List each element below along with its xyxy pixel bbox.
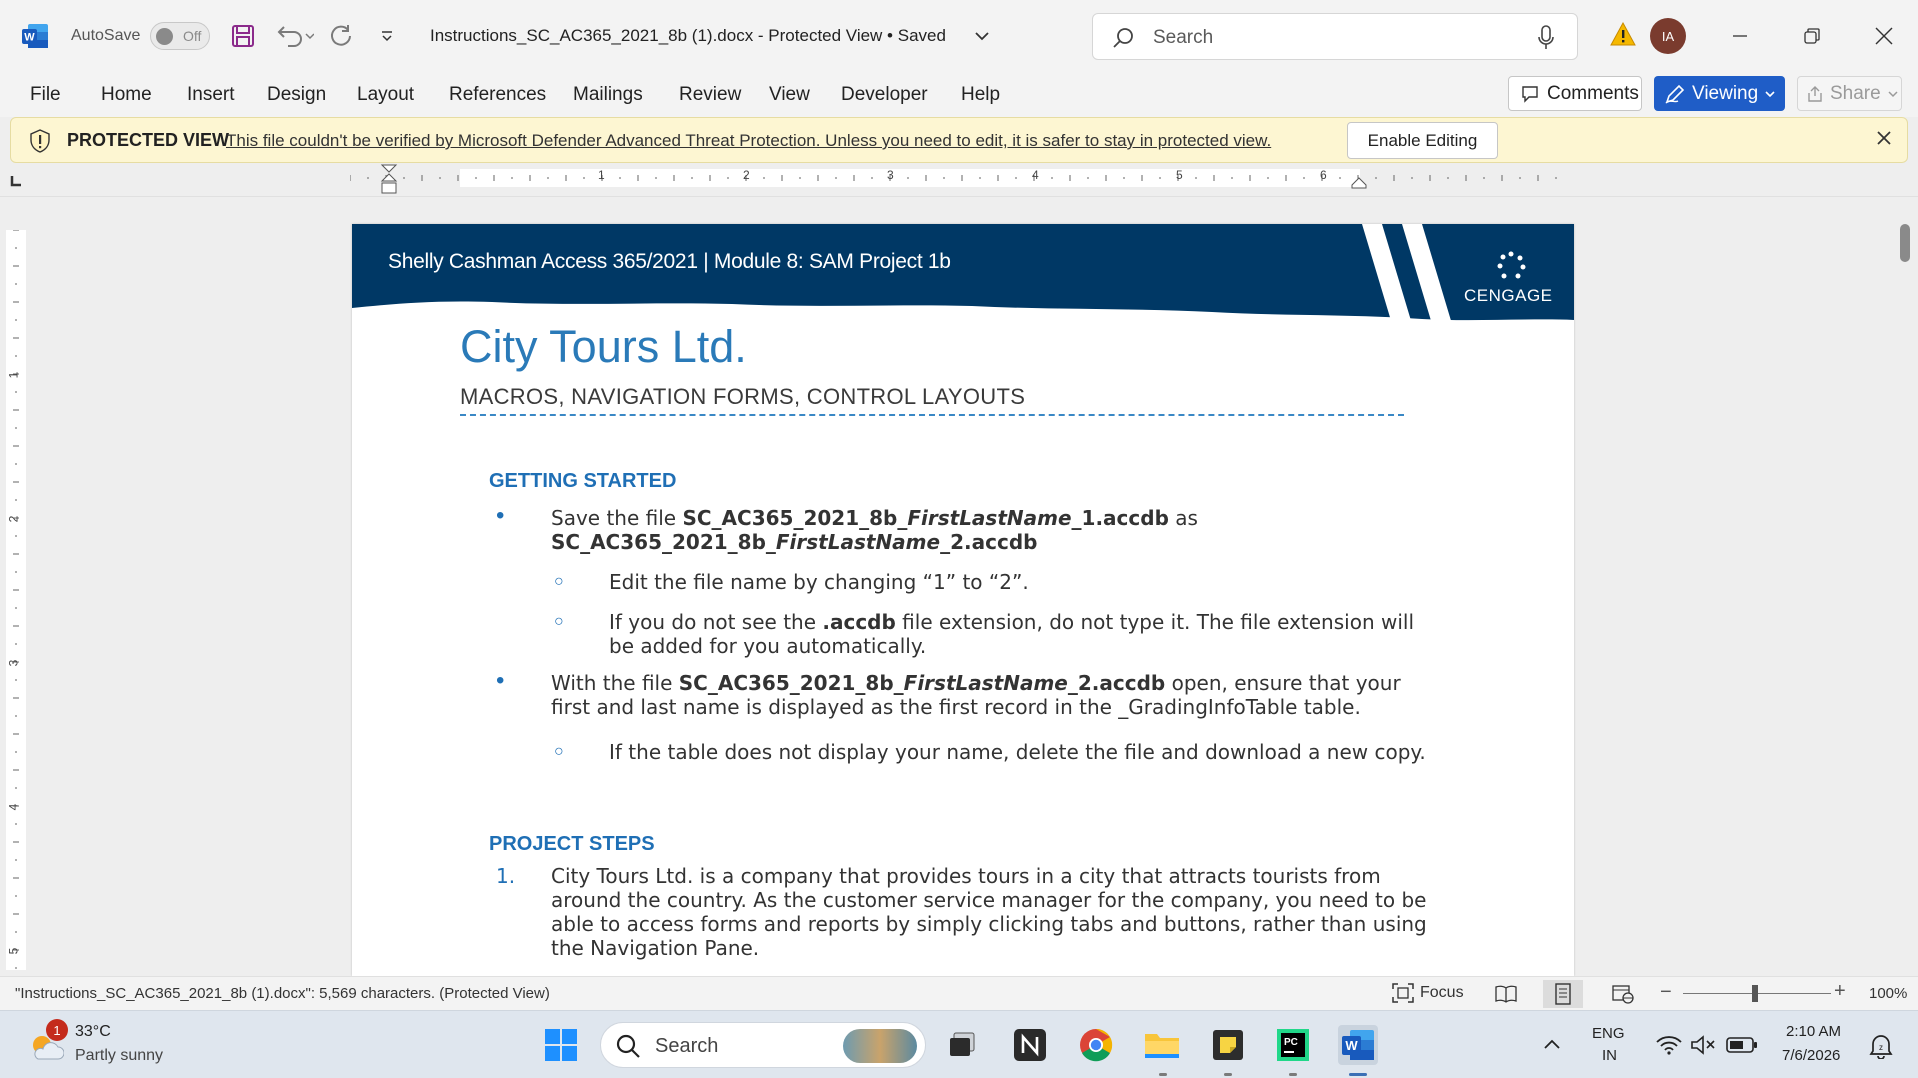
close-icon	[1875, 27, 1893, 45]
weather-alert-badge: 1	[46, 1019, 68, 1041]
svg-text:PC: PC	[1284, 1037, 1298, 1048]
running-indicator	[1224, 1073, 1232, 1076]
vertical-ruler-ticks	[6, 230, 26, 970]
step-number: 1.	[496, 864, 516, 888]
autosave-toggle[interactable]	[150, 22, 210, 50]
zoom-out-button[interactable]: −	[1660, 981, 1672, 1003]
task-view-icon	[947, 1031, 977, 1059]
user-avatar[interactable]: IA	[1650, 18, 1686, 54]
task-view-button[interactable]	[942, 1025, 982, 1065]
search-box[interactable]	[1092, 13, 1578, 60]
focus-button[interactable]	[1392, 983, 1464, 1003]
bullet-circle: ○	[554, 613, 564, 630]
ruler-number: 6	[1320, 168, 1327, 182]
menu-help[interactable]: Help	[961, 84, 1001, 105]
share-label: Share	[1830, 82, 1881, 104]
running-indicator	[1159, 1073, 1167, 1076]
taskbar-search-icon	[615, 1033, 641, 1059]
protected-view-message-link[interactable]: This file couldn't be verified by Microsoft Defender Advanced Threat Protection. Unless you need to edit, it is safer to stay in protected view.	[226, 131, 1272, 150]
search-icon	[1111, 26, 1135, 50]
menu-review[interactable]: Review	[679, 84, 742, 105]
cengage-logo-icon	[1494, 250, 1528, 282]
horizontal-ruler[interactable]	[0, 163, 1918, 197]
title-bar	[0, 0, 1918, 72]
step-1-text: City Tours Ltd. is a company that provides tours in a city that attracts tourists from around the country. As the customer service manager for the company, you need to be able to access forms and reports by simply clicking tabs and buttons, rather than using the Navigation Pane.	[551, 864, 1427, 960]
file-explorer-app[interactable]	[1142, 1025, 1182, 1065]
warning-icon[interactable]	[1610, 22, 1636, 46]
vertical-ruler[interactable]	[0, 230, 32, 970]
bullet-circle: ○	[554, 573, 564, 590]
ruler-number: 2	[743, 168, 750, 182]
enable-editing-button[interactable]: Enable Editing	[1347, 122, 1498, 159]
share-button[interactable]	[1797, 76, 1902, 111]
svg-text:W: W	[24, 31, 35, 44]
tray-chevron-up-icon[interactable]	[1543, 1037, 1561, 1051]
gs-bullet-1: Save the file SC_AC365_2021_8b_FirstLastName_1.accdb as SC_AC365_2021_8b_FirstLastName_2.accdb	[551, 506, 1198, 554]
close-protected-bar-icon[interactable]	[1875, 129, 1893, 147]
comments-label: Comments	[1547, 82, 1639, 104]
autosave-state: Off	[183, 28, 202, 44]
book-icon	[1495, 985, 1517, 1003]
ruler-number: 1	[598, 168, 605, 182]
word-icon	[1341, 1029, 1375, 1061]
taskbar-search-label: Search	[655, 1035, 719, 1057]
notion-app[interactable]	[1010, 1025, 1050, 1065]
restore-icon	[1804, 28, 1820, 44]
cengage-brand: CENGAGE	[1464, 286, 1553, 305]
wifi-icon[interactable]	[1656, 1035, 1682, 1055]
protected-view-title: PROTECTED VIEW	[67, 130, 230, 150]
clock-time[interactable]: 2:10 AM	[1786, 1023, 1842, 1040]
print-layout-button[interactable]	[1543, 980, 1583, 1008]
document-title[interactable]: Instructions_SC_AC365_2021_8b (1).docx - Protected View • Saved	[430, 26, 946, 45]
ruler-number: 5	[1176, 168, 1183, 182]
word-taskbar-app[interactable]	[1338, 1025, 1378, 1065]
windows-logo-icon	[544, 1028, 578, 1062]
notification-bell-icon[interactable]	[1868, 1033, 1894, 1059]
vertical-scrollbar[interactable]	[1898, 210, 1912, 970]
focus-icon	[1392, 983, 1414, 1003]
minimize-icon	[1732, 28, 1748, 44]
dashed-divider	[460, 414, 1404, 416]
vruler-number: 5	[6, 947, 21, 955]
weather-temperature[interactable]: 33°C	[75, 1023, 111, 1040]
toggle-knob	[156, 28, 173, 45]
pen-icon	[1664, 83, 1686, 105]
scrollbar-thumb[interactable]	[1900, 224, 1910, 262]
vruler-number: 1	[6, 371, 21, 379]
vruler-number: 4	[6, 803, 21, 811]
document-stats[interactable]: "Instructions_SC_AC365_2021_8b (1).docx": 5,569 characters. (Protected View)	[15, 985, 550, 1002]
gs-sub-1: Edit the file name by changing “1” to “2”.	[609, 570, 1029, 594]
ruler-number: 3	[887, 168, 894, 182]
menu-mailings[interactable]: Mailings	[573, 84, 643, 105]
close-button[interactable]	[1866, 18, 1902, 54]
word-app-icon	[22, 24, 48, 48]
shield-warning-icon	[29, 129, 51, 153]
share-chevron-down-icon	[1887, 89, 1899, 99]
menu-insert[interactable]: Insert	[187, 84, 235, 105]
restore-button[interactable]	[1794, 18, 1830, 54]
focus-label: Focus	[1420, 984, 1464, 1001]
tab-selector-icon[interactable]	[10, 175, 22, 187]
redo-icon[interactable]	[326, 20, 356, 52]
document-subtitle: MACROS, NAVIGATION FORMS, CONTROL LAYOUTS	[460, 384, 1026, 409]
sticky-notes-icon	[1212, 1029, 1244, 1061]
notion-icon	[1013, 1028, 1047, 1062]
web-layout-button[interactable]	[1603, 980, 1643, 1008]
vruler-number: 2	[6, 515, 21, 523]
running-indicator	[1289, 1073, 1297, 1076]
menu-developer[interactable]: Developer	[841, 84, 928, 105]
gs-bullet-2: With the file SC_AC365_2021_8b_FirstLastName_2.accdb open, ensure that your first and last name is displayed as the first record in the _GradingInfoTable table.	[551, 671, 1401, 719]
gs-bullet-2-sub-1: If the table does not display your name, delete the file and download a new copy.	[609, 740, 1426, 764]
document-page[interactable]	[352, 224, 1574, 976]
chrome-icon	[1079, 1028, 1113, 1062]
search-highlight-image	[843, 1029, 917, 1063]
zoom-level[interactable]: 100%	[1869, 985, 1908, 1002]
indent-marker-icon[interactable]	[380, 163, 398, 197]
folder-icon	[1144, 1030, 1180, 1060]
clock-date[interactable]: 7/6/2026	[1782, 1047, 1841, 1064]
viewing-chevron-down-icon	[1764, 89, 1776, 99]
menu-layout[interactable]: Layout	[357, 84, 415, 105]
gs-sub-2: If you do not see the .accdb file extension, do not type it. The file extension will be added for you automatically.	[609, 610, 1415, 658]
pycharm-icon	[1276, 1028, 1310, 1062]
bullet-dot: •	[496, 502, 505, 529]
right-indent-marker-icon[interactable]	[1350, 176, 1368, 190]
autosave-label: AutoSave	[71, 27, 141, 44]
battery-icon[interactable]	[1726, 1037, 1758, 1053]
microphone-icon[interactable]	[1537, 25, 1555, 51]
menu-home[interactable]: Home	[101, 84, 152, 105]
customize-toolbar-icon[interactable]	[372, 20, 402, 52]
comment-icon	[1521, 85, 1539, 103]
menu-file[interactable]: File	[30, 84, 61, 105]
web-layout-icon	[1612, 984, 1634, 1004]
svg-text:W: W	[1345, 1038, 1358, 1053]
menu-references[interactable]: References	[449, 84, 547, 105]
ruler-ticks	[350, 169, 1562, 187]
header-banner	[352, 224, 1574, 324]
start-button[interactable]	[541, 1025, 581, 1065]
language-line-2[interactable]: IN	[1602, 1047, 1617, 1064]
protected-view-bar	[10, 117, 1908, 163]
read-mode-button[interactable]	[1486, 980, 1526, 1008]
banner-course-title: Shelly Cashman Access 365/2021 | Module 8: SAM Project 1b	[388, 250, 951, 273]
menu-view[interactable]: View	[769, 84, 810, 105]
minimize-button[interactable]	[1722, 18, 1758, 54]
bullet-circle: ○	[554, 743, 564, 760]
running-indicator-active	[1349, 1073, 1367, 1076]
weather-description[interactable]: Partly sunny	[75, 1047, 164, 1064]
undo-icon[interactable]	[270, 20, 318, 52]
search-placeholder: Search	[1153, 27, 1214, 48]
volume-muted-icon[interactable]	[1690, 1035, 1716, 1055]
share-icon	[1806, 85, 1824, 103]
getting-started-heading: GETTING STARTED	[489, 470, 677, 492]
vruler-number: 3	[6, 659, 21, 667]
document-title-heading: City Tours Ltd.	[460, 321, 747, 372]
page-icon	[1554, 983, 1572, 1005]
status-bar	[0, 976, 1918, 1010]
pycharm-app[interactable]	[1273, 1025, 1313, 1065]
zoom-in-button[interactable]: +	[1834, 980, 1846, 1002]
language-line-1[interactable]: ENG	[1592, 1025, 1625, 1042]
comments-button[interactable]	[1508, 76, 1642, 111]
ruler-number: 4	[1032, 168, 1039, 182]
bullet-dot: •	[496, 667, 505, 694]
sticky-notes-app[interactable]	[1208, 1025, 1248, 1065]
viewing-label: Viewing	[1692, 82, 1759, 104]
windows-taskbar	[0, 1010, 1918, 1078]
menu-design[interactable]: Design	[267, 84, 327, 105]
svg-text:z: z	[1879, 1043, 1883, 1052]
taskbar-search[interactable]	[600, 1022, 926, 1068]
zoom-slider-thumb[interactable]	[1752, 985, 1758, 1002]
project-steps-heading: PROJECT STEPS	[489, 833, 655, 855]
ribbon-menu-bar	[0, 72, 1918, 117]
chrome-app[interactable]	[1076, 1025, 1116, 1065]
title-chevron-down-icon[interactable]	[974, 30, 990, 42]
save-icon[interactable]	[228, 20, 258, 52]
viewing-mode-button[interactable]	[1654, 76, 1785, 111]
